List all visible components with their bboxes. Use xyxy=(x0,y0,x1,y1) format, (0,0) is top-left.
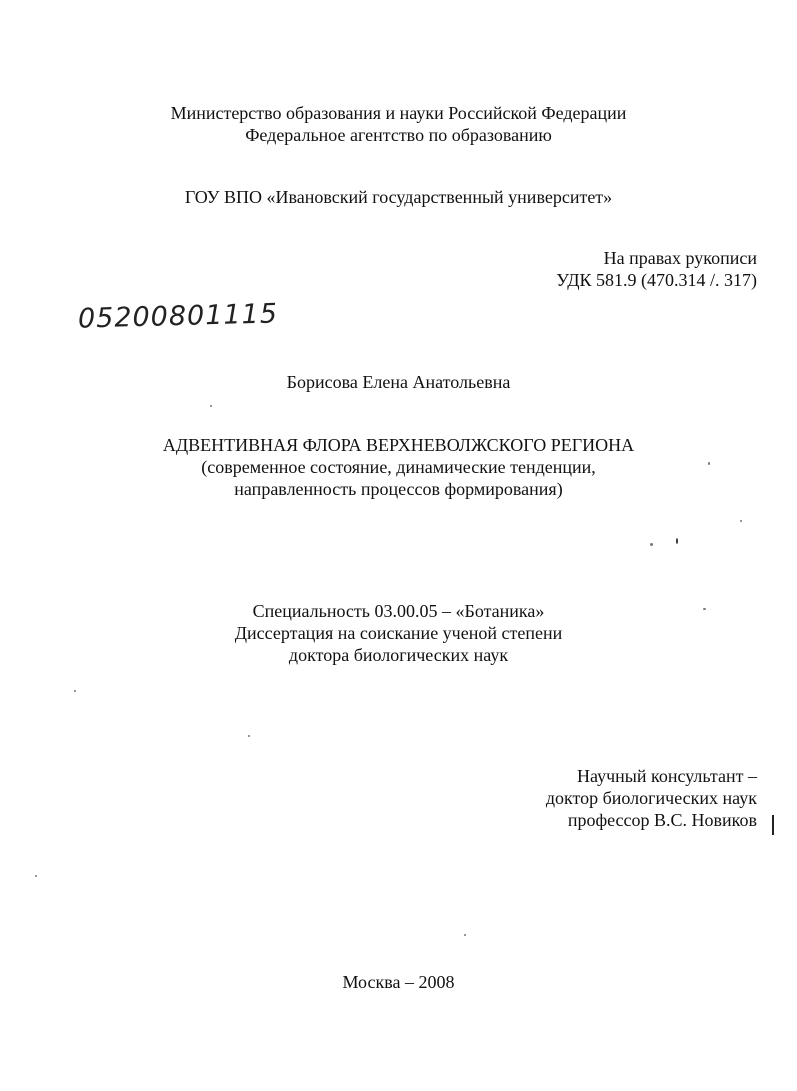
agency-line: Федеральное агентство по образованию xyxy=(245,125,552,145)
dissertation-purpose: Диссертация на соискание ученой степени xyxy=(234,623,563,643)
dissertation-title: АДВЕНТИВНАЯ ФЛОРА ВЕРХНЕВОЛЖСКОГО РЕГИОНА xyxy=(162,435,635,455)
scan-speck xyxy=(248,735,250,737)
author-name: Борисова Елена Анатольевна xyxy=(286,372,511,392)
udc-code: УДК 581.9 (470.314 /. 317) xyxy=(556,270,757,290)
ministry-line: Министерство образования и науки Российской Федерации xyxy=(170,103,627,123)
consultant-degree: доктор биологических наук xyxy=(545,788,757,808)
handwritten-registration-code: 05200801115 xyxy=(77,298,279,335)
scan-speck xyxy=(708,462,710,465)
scan-speck xyxy=(740,520,742,522)
scan-speck xyxy=(74,690,76,692)
scan-mark xyxy=(772,815,774,835)
scan-speck xyxy=(650,543,653,546)
degree-level: доктора биологических наук xyxy=(288,645,509,665)
scan-speck xyxy=(464,934,466,936)
scan-speck xyxy=(35,875,37,877)
university-line: ГОУ ВПО «Ивановский государственный университет» xyxy=(184,187,613,207)
consultant-role: Научный консультант – xyxy=(577,766,757,786)
specialty-line: Специальность 03.00.05 – «Ботаника» xyxy=(252,601,545,621)
consultant-name: профессор В.С. Новиков xyxy=(567,810,757,830)
scan-speck xyxy=(703,608,706,610)
dissertation-subtitle-1: (современное состояние, динамические тенденции, xyxy=(201,457,596,477)
scan-speck xyxy=(676,538,678,544)
city-year: Москва – 2008 xyxy=(342,972,455,992)
dissertation-subtitle-2: направленность процессов формирования) xyxy=(234,479,563,499)
manuscript-rights: На правах рукописи xyxy=(603,248,757,268)
scan-speck xyxy=(210,405,212,407)
